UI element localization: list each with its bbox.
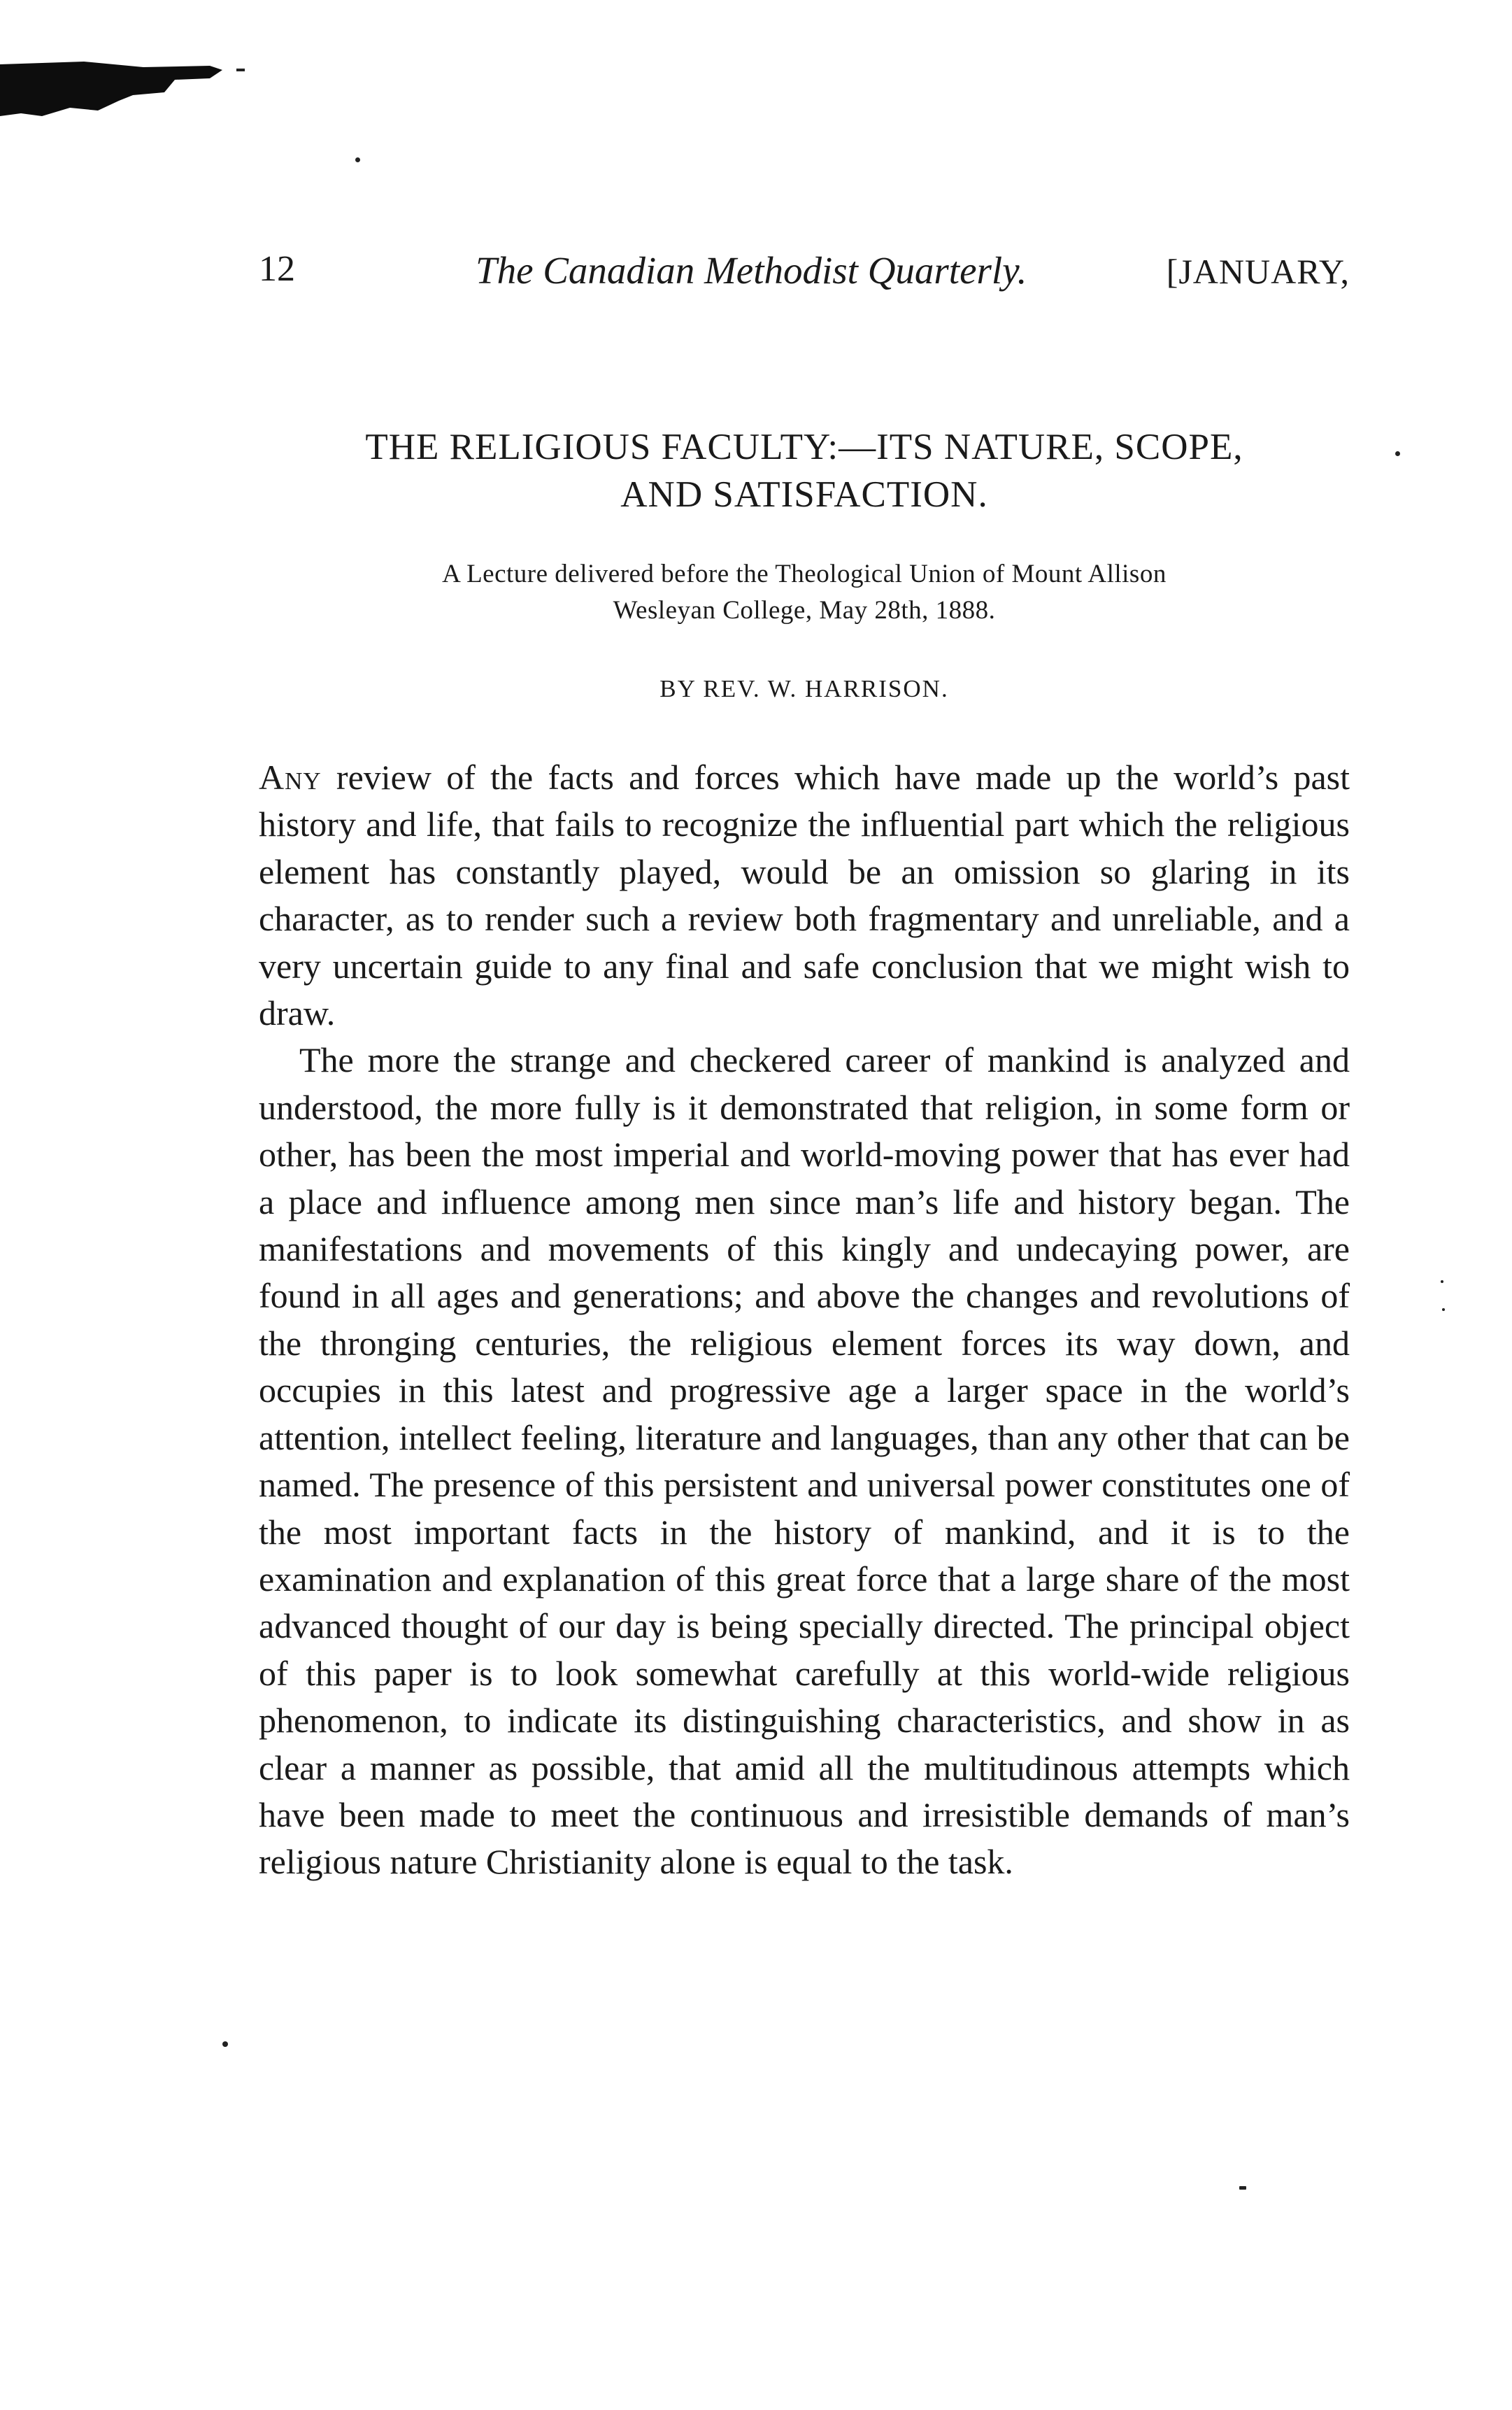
subtitle-line: A Lecture delivered before the Theological Union of Mount Allison: [442, 560, 1167, 588]
paragraph-text: review of the facts and forces which have made up the world’s past history and life, that fails to recognize the influential part which the religious element has constantly played, would be an omission so glaring in its character, as to render such a review both fragmentary and unreliable, and a very uncertain guide to any final and safe conclusion that we might wish to draw.: [259, 758, 1350, 1033]
scan-speck: [355, 157, 360, 162]
paragraph: The more the strange and checkered career of mankind is analyzed and understood, the more fully is it demonstrated that religion, in some form or other, has been the most imperial and world-moving power that has ever had a place and influence among men since man’s life and history began. The manifestations and movements of this kingly and undecaying power, are found in all ages and generations; and above the changes and revolutions of the thronging centuries, the religious element forces its way down, and occupies in this latest and progressive age a larger space in the world’s attention, intellect feeling, literature and languages, than any other that can be named. The presence of this persistent and universal power constitutes one of the most important facts in the history of mankind, and it is to the examination and explanation of this great force that a large share of the most advanced thought of our day is being specially directed. The principal object of this paper is to look somewhat carefully at this world-wide religious phenomenon, to indicate its distinguishing characteristics, and show in as clear a manner as possible, that amid all the multitudinous attempts which have been made to meet the continuous and irresistible demands of man’s religious nature Christianity alone is equal to the task.: [259, 1040, 1350, 1882]
scan-speck: [1442, 1308, 1445, 1311]
subtitle-line: Wesleyan College, May 28th, 1888.: [613, 596, 996, 625]
author-byline: BY REV. W. HARRISON.: [659, 675, 949, 702]
scan-speck: [1441, 1280, 1443, 1283]
article-body: [259, 754, 1350, 1886]
article-subtitle: [231, 556, 1378, 629]
scan-speck: [1239, 2186, 1246, 2190]
scan-speck: [1395, 451, 1400, 456]
journal-title: The Canadian Methodist Quarterly.: [476, 249, 1027, 292]
running-header: [259, 248, 1350, 297]
issue-month: [JANUARY,: [1166, 252, 1350, 291]
lead-word: Any: [259, 758, 322, 797]
scan-artifact: [0, 49, 245, 119]
paragraph: [259, 754, 1350, 1037]
scan-speck: [222, 2041, 228, 2047]
article-title: [238, 423, 1371, 518]
page-number: 12: [259, 249, 295, 289]
title-line: AND SATISFACTION.: [620, 474, 988, 515]
title-line: THE RELIGIOUS FACULTY:—ITS NATURE, SCOPE,: [365, 427, 1243, 467]
